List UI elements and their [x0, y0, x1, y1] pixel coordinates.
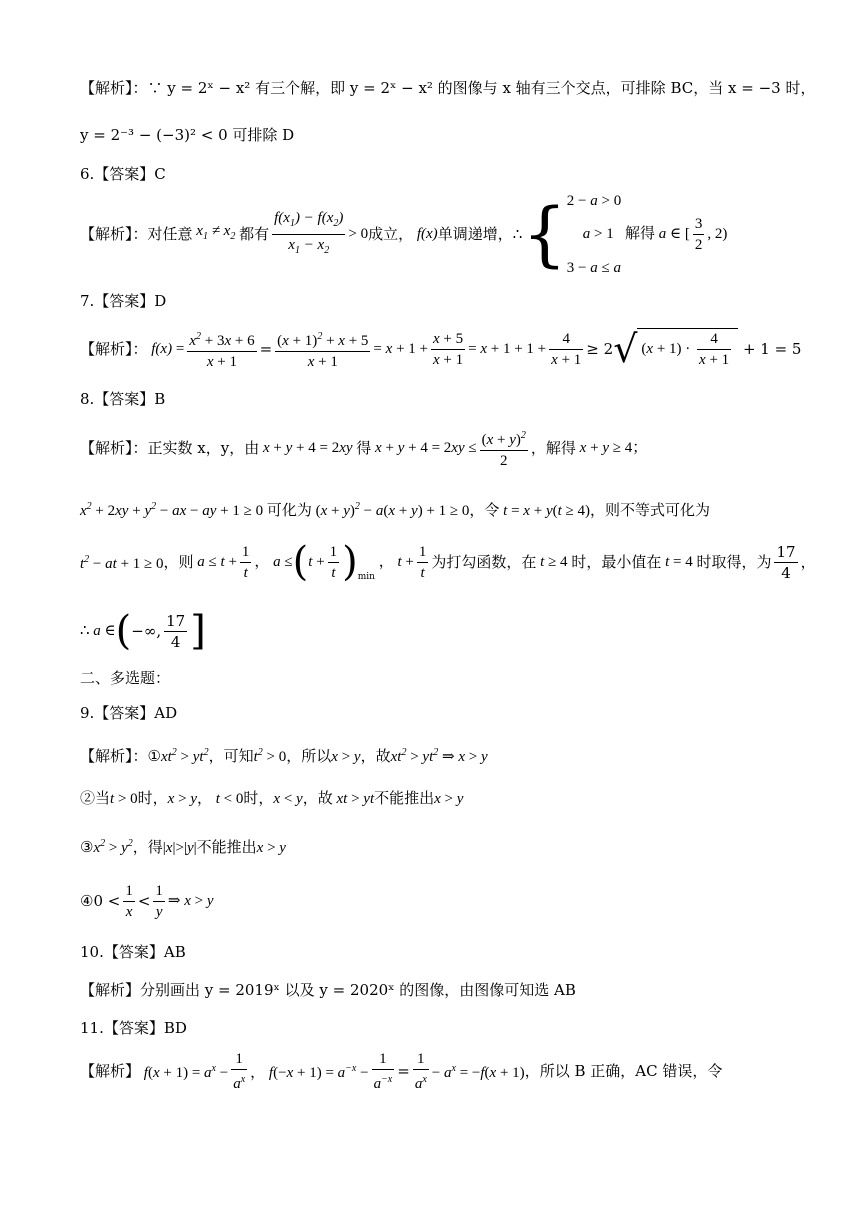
q7-answer-text: 7.【答案】D	[80, 292, 167, 310]
q8-analysis-line4: ∴ a ∈ ( −∞, $\frac{17}{4}$ ]	[80, 608, 206, 654]
q11-analysis-label: 【解析】	[80, 1062, 141, 1080]
q6-solve-label: 解得	[625, 225, 656, 242]
q11-text: ，所以 B 正确，AC 错误，令	[524, 1062, 723, 1080]
q5-analysis-text: 【解析】：∵ y = 2ˣ − x² 有三个解，即 y = 2ˣ − x² 的图像与 x 轴有三个交点，可排除 BC，当 x = −3 时，	[80, 79, 816, 97]
q9-analysis-label: 【解析】：	[80, 747, 148, 765]
q6-analysis	[80, 192, 728, 276]
q10-analysis-text: 【解析】分别画出 y = 2019ˣ 以及 y = 2020ˣ 的图像，由图像可知选 AB	[80, 981, 576, 999]
q8-analysis-line2: $x^2 + 2xy + y^2$ − ax − ay + 1 ≥ 0 可化为 $(x + y)^2 - a(x + y) + 1 \ge 0$，令 t = x + y(t ≥ 4)，则不等式可化为	[80, 501, 711, 519]
q5-analysis-line2	[80, 124, 294, 146]
q9-analysis-3: $③x^2 > y^2$，得|x|>|y|不能推出x > y	[80, 838, 286, 856]
q9-text: 可知	[223, 747, 254, 765]
q9-text: 时，	[243, 789, 274, 807]
q8-text: ，则	[163, 553, 194, 571]
q9-text: ④	[80, 892, 94, 910]
q9-text: 不能推出	[374, 789, 435, 807]
q10-answer	[80, 941, 186, 963]
q5-analysis-text2: y = 2⁻³ − (−3)² < 0 可排除 D	[80, 126, 295, 144]
q8-text: 时，最小值在	[571, 553, 662, 571]
q9-text: 不能推出	[196, 838, 257, 856]
q8-text: 为打勾函数，在	[431, 553, 537, 571]
q9-text: 时，	[137, 789, 168, 807]
q8-answer-text: 8.【答案】B	[80, 390, 166, 408]
q8-text: 时取得，为	[696, 553, 772, 571]
q8-analysis-line1: 【解析】： 正实数 x，y，由 x + y + 4 = 2xy 得 x + y + 4 = 2xy ≤ $\frac{(x + y)^2}{2}$ ，解得 x + y ≥ 4；	[80, 422, 647, 474]
q8-text: 可化为	[266, 501, 312, 519]
q9-text: ，故	[360, 747, 391, 765]
q9-text: ②当	[80, 789, 111, 807]
q10-answer-text: 10.【答案】AB	[80, 943, 186, 961]
q9-analysis-1: 【解析】：$①xt^2 > yt^2$，可知$t^2 > 0$，所以x > y，故$xt^2 > yt^2$ ⇒ x > y	[80, 747, 488, 765]
q7-answer	[80, 290, 166, 312]
q9-text: ③	[80, 838, 94, 856]
q6-fraction: $\frac{f(x_1) - f(x_2)}{x_1 - x_2}$	[274, 209, 344, 256]
brace-symbol: {	[522, 193, 567, 275]
q9-answer	[80, 702, 177, 724]
q11-analysis: 【解析】 $f(x + 1) = a^x$ − $\frac{1}{a^x}$ ， $f(-x + 1) = a^{-x}$ − $\frac{1}{a^{-x}}$ = $\frac{1}{a^x}$ − $a^x = -f(x + 1)$ ，所以 B 正确，AC 错误，令	[80, 1050, 723, 1092]
q6-analysis-label: 【解析】：	[80, 225, 148, 243]
q6-text: 都有	[239, 225, 270, 243]
q5-analysis-line1	[80, 77, 815, 99]
q7-analysis-label: 【解析】：	[80, 340, 148, 358]
q6-math-fx: f(x)	[413, 226, 438, 242]
q9-text: ，得	[132, 838, 163, 856]
q6-answer	[80, 163, 166, 185]
q8-answer	[80, 388, 165, 410]
q8-text: ，则不等式可化为	[590, 501, 711, 519]
q9-text: ，所以	[286, 747, 332, 765]
q9-analysis-4: ④ 0 < $\frac{1}{x}$ < $\frac{1}{y}$ ⇒ x > y	[80, 882, 214, 920]
q8-text: 正实数 x，y，由	[147, 439, 260, 457]
section-heading-text: 二、多选题：	[80, 669, 171, 687]
q6-cases: 2 − a > 0 a > 1 解得 a ∈ [ $\frac{3}{2}$ , 2) 3 − a ≤ a	[566, 192, 728, 276]
q7-analysis: 【解析】： f(x) = $\frac{x^2 + 3x + 6}{x + 1}$ = $\frac{(x + 1)^2 + x + 5}{x + 1}$ = x + 1 + $\frac{x + 5}{x + 1}$ = x + 1 + 1 + $\frac{4}{x + 1}$ ≥ 2 √ (x + 1) · $\frac{4}{x + 1}$ + 1 = 5	[80, 327, 802, 371]
q6-text: 成立，	[368, 225, 414, 243]
therefore-symbol: ∴	[512, 225, 523, 243]
q6-answer-text: 6.【答案】C	[80, 165, 166, 183]
q8-text: 得	[356, 439, 372, 457]
q8-analysis-label: 【解析】：	[80, 439, 148, 457]
q8-text: ，解得	[530, 439, 576, 457]
q11-answer-text: 11.【答案】BD	[80, 1019, 187, 1037]
q8-text: ，令	[469, 501, 500, 519]
section-heading	[80, 667, 170, 689]
q6-math-neq: $x_1 \ne x_2$	[192, 223, 236, 242]
q11-answer	[80, 1017, 187, 1039]
q10-analysis	[80, 979, 576, 1001]
q9-answer-text: 9.【答案】AD	[80, 704, 178, 722]
q6-text: 单调递增，	[437, 225, 513, 243]
q6-math-gt0: > 0	[348, 226, 369, 242]
q9-analysis-2: ②当t > 0时，x > y， t < 0时，x < y，故 xt > yt不能推出x > y	[80, 789, 464, 807]
q8-analysis-line3: $t^2$ − at + 1 ≥ 0 ，则 a ≤ t + $\frac{1}{t}$ ， a ≤ ( t + $\frac{1}{t}$ ) $_{min}$ ， t + $\frac{1}{t}$ 为打勾函数，在 t ≥ 4 时，最小值在 t = 4 时取得，为 $\frac{17}{4}$ ，	[80, 539, 816, 585]
q6-text: 对任意	[147, 225, 193, 243]
